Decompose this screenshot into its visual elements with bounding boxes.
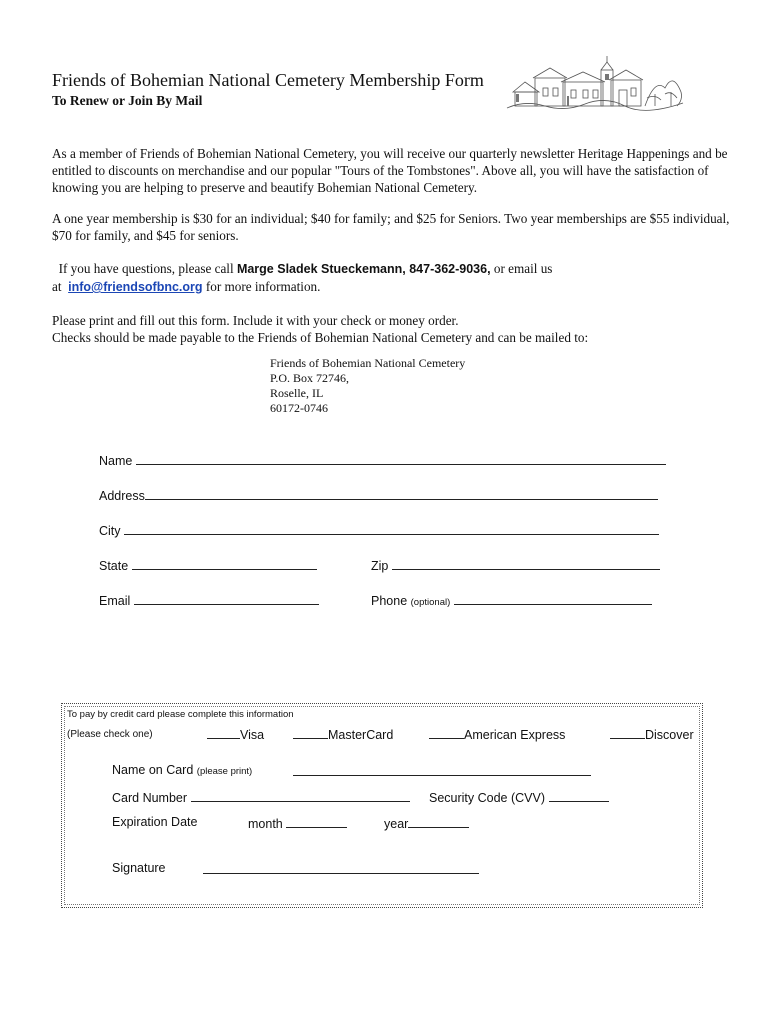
mastercard-option[interactable] <box>293 726 393 742</box>
contact-at: at <box>52 279 65 294</box>
address-field[interactable] <box>145 487 658 500</box>
name-row <box>99 452 666 468</box>
card-number-row <box>112 789 410 805</box>
contact-name-phone: Marge Sladek Stueckemann, 847-362-9036, <box>236 262 491 276</box>
cemetery-building-logo <box>505 48 685 112</box>
address-line-4: 60172-0746 <box>270 401 328 415</box>
year-field[interactable] <box>408 815 469 828</box>
address-line-1: Friends of Bohemian National Cemetery <box>270 356 466 370</box>
phone-optional-note: (optional) <box>410 597 451 608</box>
intro-paragraph-pricing: A one year membership is $30 for an individual; $40 for family; and $25 for Seniors. Two year memberships are $55 individual, $70 for family, and $45 for seniors. <box>52 211 730 243</box>
zip-field[interactable] <box>392 557 660 570</box>
visa-checkline[interactable] <box>207 726 240 739</box>
city-field[interactable] <box>124 522 659 535</box>
name-label: Name <box>99 454 133 468</box>
intro-paragraph-membership: As a member of Friends of Bohemian National Cemetery, you will receive our quarterly newsletter Heritage Happenings and be entitled to discounts on merchandise and our popular "Tours of the Tombstones". Above all, you will have the satisfaction of knowing you are helping to preserve and beautify Bohemian National Cemetery. <box>52 146 728 195</box>
email-link[interactable]: info@friendsofbnc.org <box>68 280 203 294</box>
city-row <box>99 522 659 538</box>
address-line-3: Roselle, IL <box>270 386 324 400</box>
instructions-line-1: Please print and fill out this form. Include it with your check or money order. <box>52 313 459 328</box>
phone-field[interactable] <box>454 592 652 605</box>
address-label: Address <box>99 489 145 503</box>
phone-label: Phone <box>371 594 408 608</box>
name-on-card-line-wrap <box>293 763 591 779</box>
name-on-card-label: Name on Card <box>112 763 194 777</box>
intro-paragraph-contact <box>52 260 732 296</box>
discover-label: Discover <box>645 728 694 742</box>
phone-row <box>371 592 652 608</box>
security-code-label: Security Code (CVV) <box>429 791 546 805</box>
page-title: Friends of Bohemian National Cemetery Membership Form <box>52 70 484 90</box>
intro-paragraph-instructions <box>52 312 732 346</box>
state-label: State <box>99 559 129 573</box>
name-on-card-row <box>112 763 252 777</box>
expiration-label: Expiration Date <box>112 815 198 829</box>
name-on-card-field[interactable] <box>293 763 591 776</box>
visa-option[interactable] <box>207 726 264 742</box>
amex-checkline[interactable] <box>429 726 464 739</box>
contact-mid: or email us <box>490 261 553 276</box>
signature-label: Signature <box>112 861 166 875</box>
state-row <box>99 557 317 573</box>
mastercard-label: MasterCard <box>328 728 394 742</box>
amex-option[interactable] <box>429 726 565 742</box>
amex-label: American Express <box>464 728 566 742</box>
discover-checkline[interactable] <box>610 726 645 739</box>
month-row <box>248 815 347 831</box>
email-row <box>99 592 319 608</box>
page-subtitle: To Renew or Join By Mail <box>52 93 203 108</box>
contact-prefix: If you have questions, please call <box>58 261 237 276</box>
address-line-2: P.O. Box 72746, <box>270 371 350 385</box>
month-field[interactable] <box>286 815 347 828</box>
mastercard-checkline[interactable] <box>293 726 328 739</box>
zip-row <box>371 557 660 573</box>
month-label: month <box>248 817 283 831</box>
contact-suffix: for more information. <box>202 279 321 294</box>
address-row <box>99 487 658 503</box>
card-number-label: Card Number <box>112 791 188 805</box>
instructions-line-2: Checks should be made payable to the Friends of Bohemian National Cemetery and can be mailed to: <box>52 330 589 345</box>
signature-line-wrap <box>203 861 479 877</box>
card-number-field[interactable] <box>191 789 410 802</box>
name-field[interactable] <box>136 452 666 465</box>
security-code-row <box>429 789 609 805</box>
security-code-field[interactable] <box>549 789 609 802</box>
name-on-card-note: (please print) <box>196 766 253 777</box>
mailing-address <box>270 356 465 416</box>
email-field[interactable] <box>134 592 319 605</box>
visa-label: Visa <box>240 728 265 742</box>
zip-label: Zip <box>371 559 389 573</box>
credit-card-heading: To pay by credit card please complete this information <box>67 709 294 720</box>
state-field[interactable] <box>132 557 317 570</box>
check-one-note: (Please check one) <box>67 729 153 740</box>
year-row <box>384 815 469 831</box>
signature-field[interactable] <box>203 861 479 874</box>
city-label: City <box>99 524 121 538</box>
year-label: year <box>384 817 409 831</box>
discover-option[interactable] <box>610 726 694 742</box>
email-label: Email <box>99 594 131 608</box>
